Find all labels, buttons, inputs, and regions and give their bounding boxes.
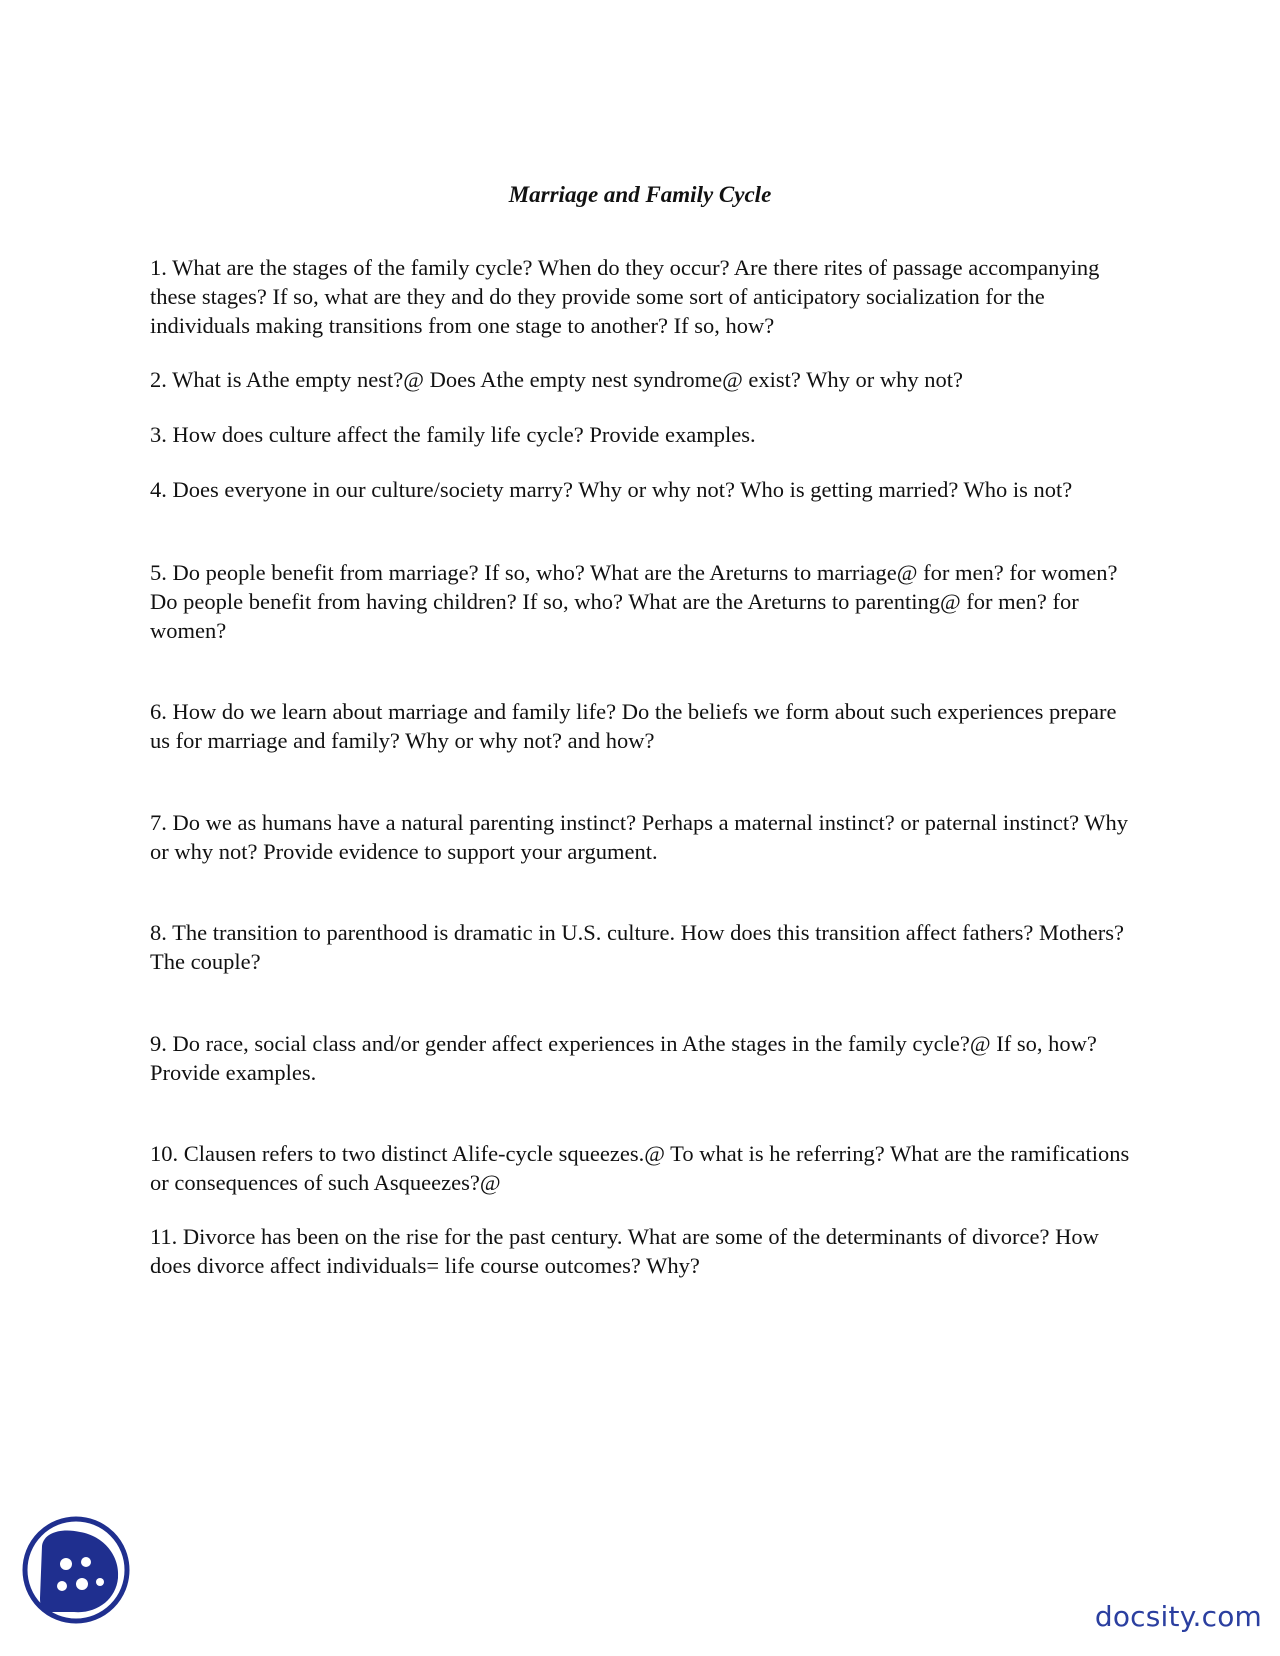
question-9: 9. Do race, social class and/or gender affect experiences in Athe stages in the family cycle?@ If so, how? Provide examples. xyxy=(150,1031,1097,1085)
question-11: 11. Divorce has been on the rise for the past century. What are some of the determinants of divorce? How does divorce affect individuals= life course outcomes? Why? xyxy=(150,1224,1099,1278)
question-6: 6. How do we learn about marriage and family life? Do the beliefs we form about such experiences prepare us for marriage and family? Why or why not? and how? xyxy=(150,699,1117,753)
docsity-brand-link[interactable]: docsity.com xyxy=(1094,1600,1262,1633)
question-7: 7. Do we as humans have a natural parenting instinct? Perhaps a maternal instinct? or paternal instinct? Why or why not? Provide evidence to support your argument. xyxy=(150,810,1129,864)
question-10: 10. Clausen refers to two distinct Alife-cycle squeezes.@ To what is he referring? What are the ramifications or consequences of such Asqueezes?@ xyxy=(150,1141,1130,1195)
question-2: 2. What is Athe empty nest?@ Does Athe empty nest syndrome@ exist? Why or why not? xyxy=(150,367,963,392)
question-4: 4. Does everyone in our culture/society marry? Why or why not? Who is getting married? Who is not? xyxy=(150,477,1073,502)
document-title: Marriage and Family Cycle xyxy=(508,182,772,207)
docsity-logo-icon[interactable] xyxy=(22,1516,130,1624)
question-5: 5. Do people benefit from marriage? If so, who? What are the Areturns to marriage@ for men? for women? Do people benefit from having children? If so, who? What are the Areturns to parenting@ for men? for women? xyxy=(150,560,1118,643)
question-8: 8. The transition to parenthood is dramatic in U.S. culture. How does this transition affect fathers? Mothers? The couple? xyxy=(150,920,1124,974)
question-1: 1. What are the stages of the family cycle? When do they occur? Are there rites of passage accompanying these stages? If so, what are they and do they provide some sort of anticipatory socialization for the individuals making transitions from one stage to another? If so, how? xyxy=(150,255,1100,338)
question-3: 3. How does culture affect the family life cycle? Provide examples. xyxy=(150,422,756,447)
